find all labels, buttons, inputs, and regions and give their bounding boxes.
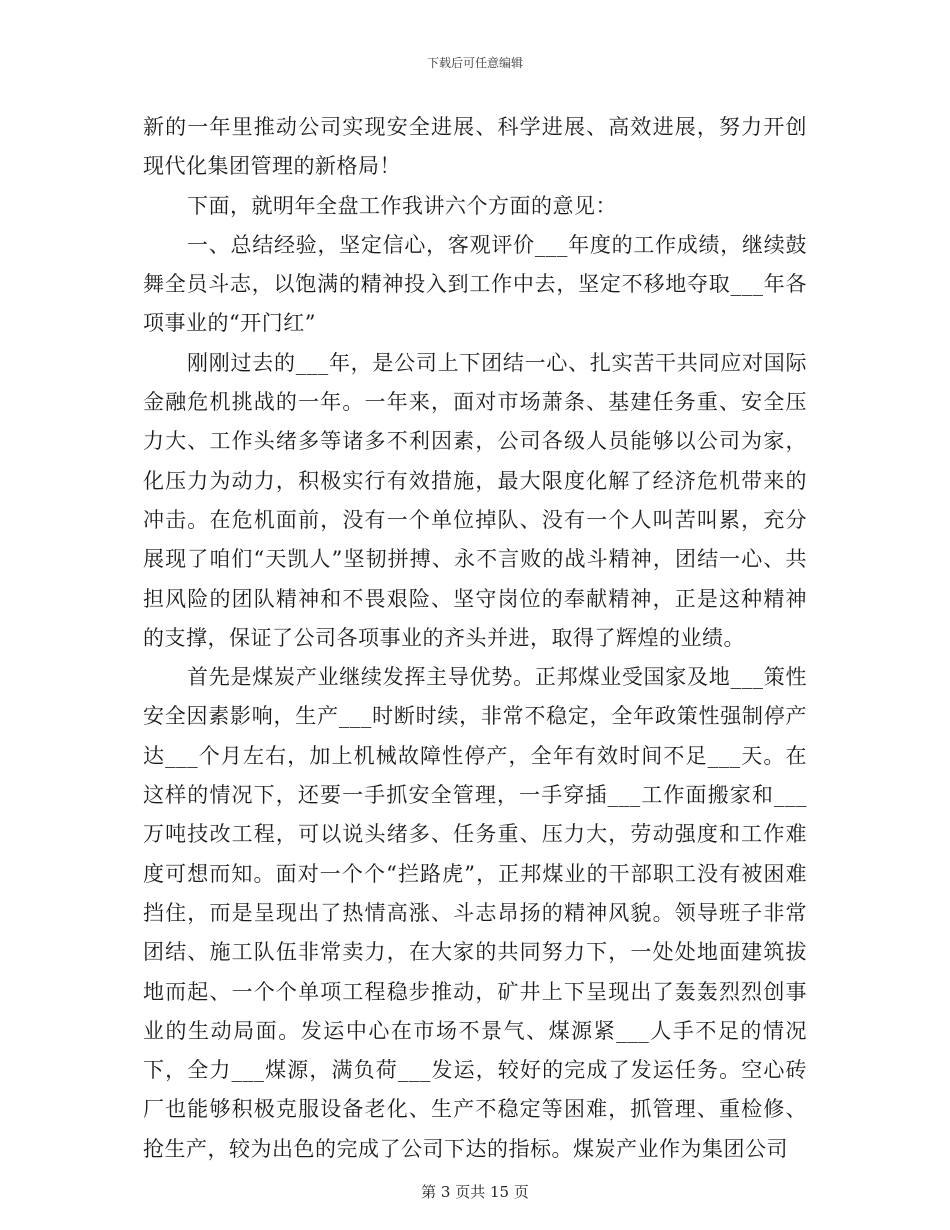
paragraph-review: 刚刚过去的___年，是公司上下团结一心、扎实苦干共同应对国际金融危机挑战的一年。一年来，面对市场萧条、基建任务重、安全压力大、工作头绪多等诸多不利因素，公司各级人员能够以公司为家，化压力为动力，积极实行有效措施，最大限度化解了经济危机带来的冲击。在危机面前，没有一个单位掉队、没有一个人叫苦叫累，充分展现了咱们“天凯人”坚韧拼搏、永不言败的战斗精神，团结一心、共担风险的团队精神和不畏艰险、坚守岗位的奉献精神，正是这种精神的支撑，保证了公司各项事业的齐头并进，取得了辉煌的业绩。 xyxy=(143,350,807,650)
paragraph-section-heading: 一、总结经验，坚定信心，客观评价___年度的工作成绩，继续鼓舞全员斗志，以饱满的精神投入到工作中去，坚定不移地夺取___年各项事业的“开门红” xyxy=(143,232,807,336)
paragraph-coal-industry: 首先是煤炭产业继续发挥主导优势。正邦煤业受国家及地___策性安全因素影响，生产___时断时续，非常不稳定，全年政策性强制停产达___个月左右，加上机械故障性停产，全年有效时间不足___天。在这样的情况下，还要一手抓安全管理，一手穿插___工作面搬家和___万吨技改工程，可以说头绪多、任务重、压力大，劳动强度和工作难度可想而知。面对一个个“拦路虎”，正邦煤业的干部职工没有被困难挡住，而是呈现出了热情高涨、斗志昂扬的精神风貌。领导班子非常团结、施工队伍非常卖力，在大家的共同努力下，一处处地面建筑拔地而起、一个个单项工程稳步推动，矿井上下呈现出了轰轰烈烈创事业的生动局面。发运中心在市场不景气、煤源紧___人手不足的情况下，全力___煤源，满负荷___发运，较好的完成了发运任务。空心砖厂也能够积极克服设备老化、生产不稳定等困难，抓管理、重检修、抢生产，较为出色的完成了公司下达的指标。煤炭产业作为集团公司 xyxy=(143,665,807,1161)
page-number: 第 3 页共 15 页 xyxy=(421,1183,529,1201)
paragraph-intro: 下面，就明年全盘工作我讲六个方面的意见： xyxy=(187,193,617,218)
document-body xyxy=(143,108,807,1169)
paragraph-continuation: 新的一年里推动公司实现安全进展、科学进展、高效进展，努力开创现代化集团管理的新格局！ xyxy=(143,115,807,179)
page-header: 下载后可任意编辑 xyxy=(426,56,523,70)
